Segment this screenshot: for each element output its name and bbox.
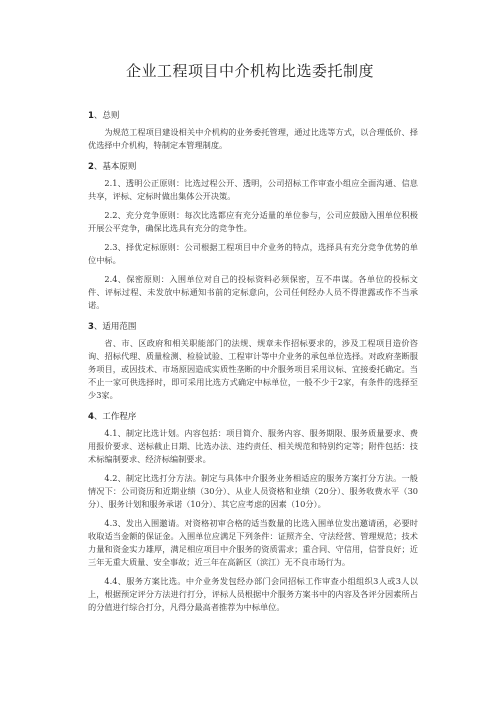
section-heading-text: 、工作程序	[93, 412, 137, 422]
paragraph: 为规范工程项目建设相关中介机构的业务委托管理，通过比选等方式，以合理低价、择优选择中介机构，特制定本管理制度。	[88, 127, 418, 150]
section-heading-1	[88, 110, 418, 122]
document-title: 企业工程项目中介机构比选委托制度	[125, 62, 374, 80]
section-number: 4	[88, 412, 94, 422]
document-body	[88, 110, 418, 620]
paragraph: 2.2、充分竞争原则：每次比选都应有充分适量的单位参与，公司应鼓励入围单位积极开展公平竞争，确保比选具有充分的竞争性。	[88, 210, 418, 233]
section-heading-text: 、总则	[93, 111, 120, 121]
section-heading-text: 、基本原则	[93, 162, 137, 172]
section-heading-4	[88, 411, 418, 423]
paragraph: 2.3、择优定标原则：公司根据工程项目中介业务的特点，选择具有充分竞争优势的单位中标。	[88, 242, 418, 265]
paragraph: 4.1、制定比选计划。内容包括：项目简介、服务内容、服务期限、服务质量要求、费用报价要求、送标截止日期、比选办法、违约责任、相关规范和特别约定等；附件包括：技术标编制要求、经济标编制要求。	[88, 428, 418, 464]
section-number: 2	[88, 162, 94, 172]
paragraph: 4.3、发出入围邀请。对资格初审合格的适当数量的比选入围单位发出邀请函，必要时收取适当金额的保证金。入围单位应满足下列条件：证照齐全、守法经营、管理规范；技术力量和资金实力雄厚，满足相应项目中介服务的资质需求；重合同、守信用，信誉良好；近三年无重大质量、安全事故；近三年在高新区（滨江）无不良市场行为。	[88, 518, 418, 567]
paragraph: 4.4、服务方案比选。中介业务发包经办部门会同招标工作审查小组组织3人或3人以上，根据预定评分方法进行打分，评标人员根据中介服务方案书中的内容及各评分因素所占的分值进行综合打分，凡得分最高者推荐为中标单位。	[88, 576, 418, 612]
section-heading-text: 、适用范围	[93, 322, 137, 332]
paragraph: 2.1、透明公正原则：比选过程公开、透明，公司招标工作审查小组应全面沟通、信息共享，评标、定标时做出集体公开决策。	[88, 178, 418, 201]
section-heading-3	[88, 321, 418, 333]
section-heading-2	[88, 161, 418, 173]
paragraph: 2.4、保密原则：入围单位对自己的投标资料必须保密，互不串谋。各单位的投标文件、评标过程、未发放中标通知书前的定标意向，公司任何经办人员不得泄露或作不当承诺。	[88, 274, 418, 310]
paragraph: 4.2、制定比选打分方法。制定与具体中介服务业务相适应的服务方案打分方法。一般情况下：公司资历和近期业绩（30分）、从业人员资格和业绩（20分）、服务收费水平（30分）、服务计划和服务承诺（10分）、其它应考虑的因素（10分）。	[88, 473, 418, 509]
section-number: 3	[88, 322, 94, 332]
paragraph: 省、市、区政府和相关职能部门的法规、规章未作招标要求的，涉及工程项目造价咨询、招标代理、质量检测、检验试验、工程审计等中介业务的承包单位选择。对政府垄断服务项目，或因技术、市场原因造成实质性垄断的中介服务项目采用议标、宜接委托确定。当不止一家可供选择时，即可采用比选方式确定中标单位，一般不少于2家，有条件的选择至少3家。	[88, 338, 418, 400]
section-number: 1	[88, 111, 94, 121]
